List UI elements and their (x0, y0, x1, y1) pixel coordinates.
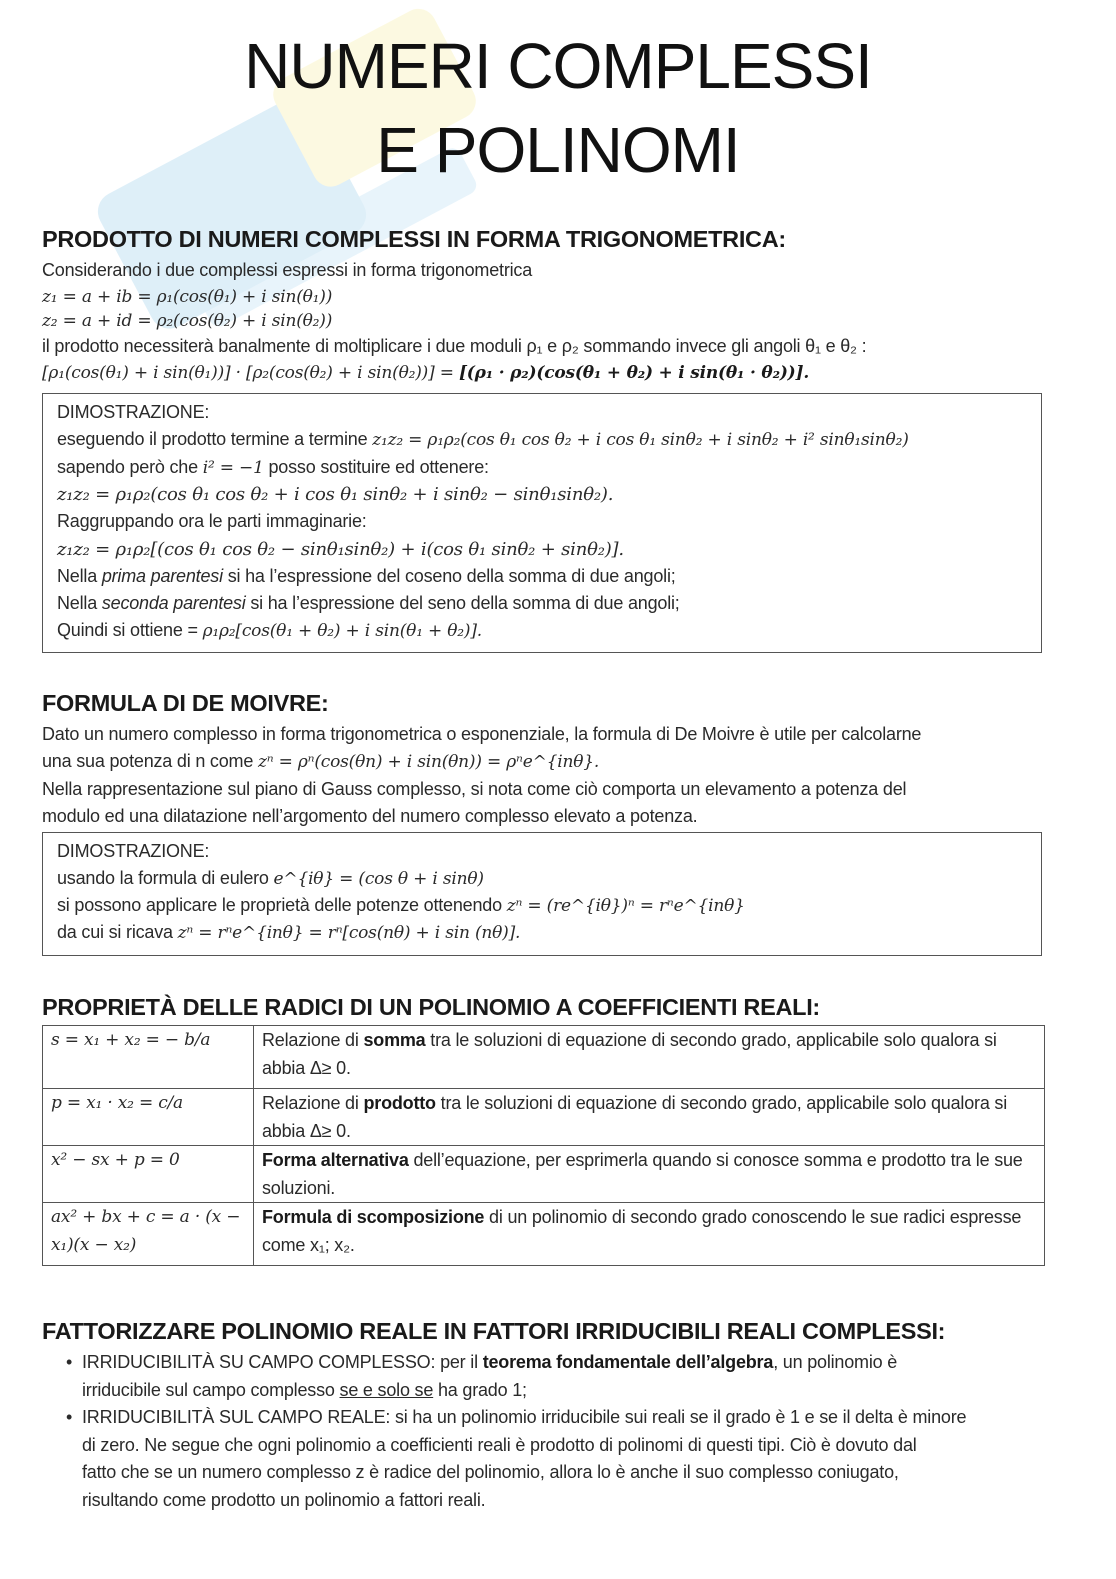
table-cell-description (254, 1203, 1045, 1266)
proof-label: DIMOSTRAZIONE: (57, 402, 210, 422)
list-text: fatto che se un numero complesso z è radice del polinomio, allora lo è anche il suo complesso coniugato, (82, 1462, 899, 1482)
proof-line: Raggruppando ora le parti immaginarie: (57, 511, 367, 531)
table-cell-formula: x² − sx + p = 0 (43, 1146, 254, 1203)
de-moivre-paragraph-line: Nella rappresentazione sul piano di Gauss complesso, si nota come ciò comporta un elevamento a potenza del (42, 779, 907, 799)
table-cell-description (254, 1146, 1045, 1203)
proof-emphasis: seconda parentesi (101, 593, 246, 613)
description-bold: somma (363, 1030, 426, 1050)
product-intro: Considerando i due complessi espressi in forma trigonometrica (42, 260, 533, 280)
description-text: Relazione di (262, 1030, 364, 1050)
proof-math-line: z₁z₂ = ρ₁ρ₂(cos θ₁ cos θ₂ + i cos θ₁ sinθ₂ + i sinθ₂ − sinθ₁sinθ₂). (57, 484, 614, 505)
proof-line (57, 895, 745, 916)
proof-text: si ha l’espressione del coseno della somma di due angoli; (222, 566, 676, 586)
proof-text: Quindi si ottiene = (57, 620, 203, 640)
table-row (43, 1146, 1045, 1203)
table-cell-description (254, 1089, 1045, 1146)
roots-properties-table (42, 1025, 1045, 1266)
product-formula (42, 359, 809, 387)
list-text: di zero. Ne segue che ogni polinomio a coefficienti reali è prodotto di polinomi di questi tipi. Ciò è dovuto dal (82, 1434, 917, 1455)
proof-text: posso sostituire ed ottenere: (263, 457, 489, 477)
de-moivre-paragraph-line: Dato un numero complesso in forma trigonometrica o esponenziale, la formula di De Moivre è utile per calcolarne (42, 724, 922, 744)
description-text: tra le soluzioni di equazione di secondo grado, applicabile solo qualora si abbia Δ≥ 0. (262, 1030, 997, 1078)
proof-text: sapendo però che (57, 457, 203, 477)
table-cell-formula: p = x₁ · x₂ = c/a (43, 1089, 254, 1146)
factorization-list (62, 1349, 1072, 1514)
table-cell-description (254, 1026, 1045, 1089)
proof-math: z₁z₂ = ρ₁ρ₂(cos θ₁ cos θ₂ + i cos θ₁ sinθ₂ + i sinθ₂ + i² sinθ₁sinθ₂) (372, 430, 909, 450)
proof-box-de-moivre (42, 832, 1042, 956)
proof-line (57, 566, 676, 587)
proof-math: ρ₁ρ₂[cos(θ₁ + θ₂) + i sin(θ₁ + θ₂)]. (202, 621, 482, 641)
list-item (62, 1349, 1072, 1404)
de-moivre-paragraph-line: modulo ed una dilatazione nell’argomento del numero complesso elevato a potenza. (42, 806, 698, 826)
proof-label: DIMOSTRAZIONE: (57, 841, 210, 861)
description-bold: Formula di scomposizione (262, 1207, 485, 1227)
list-text: IRRIDUCIBILITÀ SUL CAMPO REALE: si ha un polinomio irriducibile sui reali se il grado è 1 e se il delta è minore (82, 1407, 967, 1427)
description-text: dell’equazione, per esprimerla quando si conosce somma e prodotto tra le sue soluzioni. (262, 1150, 1023, 1198)
proof-line (57, 429, 909, 450)
product-formula-left: [ρ₁(cos(θ₁) + i sin(θ₁))] · [ρ₂(cos(θ₂) + i sin(θ₂))] = (42, 363, 459, 383)
proof-text: eseguendo il prodotto termine a termine (57, 429, 373, 449)
section-heading-factorization: FATTORIZZARE POLINOMIO REALE IN FATTORI IRRIDUCIBILI REALI COMPLESSI: (42, 1318, 946, 1344)
proof-line (57, 593, 680, 614)
proof-math: i² = −1 (202, 458, 264, 478)
proof-box-product (42, 393, 1042, 653)
proof-text: si possono applicare le proprietà delle potenze ottenendo (57, 895, 507, 915)
table-row (43, 1026, 1045, 1089)
proof-emphasis: prima parentesi (101, 566, 223, 586)
proof-text: da cui si ricava (57, 922, 178, 942)
list-bold: teorema fondamentale dell’algebra (482, 1352, 774, 1372)
bullet-icon: • (66, 1352, 73, 1372)
proof-text: si ha l’espressione del seno della somma di due angoli; (245, 593, 680, 613)
table-cell-formula: s = x₁ + x₂ = − b/a (43, 1026, 254, 1089)
description-bold: Forma alternativa (262, 1150, 409, 1170)
list-underline: se e solo se (339, 1379, 434, 1400)
list-text: risultando come prodotto un polinomio a fattori reali. (82, 1489, 486, 1510)
proof-math: zⁿ = (re^{iθ})ⁿ = rⁿe^{inθ} (506, 896, 745, 916)
description-bold: prodotto (363, 1093, 436, 1113)
table-row (43, 1203, 1045, 1266)
paragraph-text: una sua potenza di n come (42, 751, 258, 771)
proof-math-line: z₁z₂ = ρ₁ρ₂[(cos θ₁ cos θ₂ − sinθ₁sinθ₂) + i(cos θ₁ sinθ₂ + sinθ₂)]. (57, 539, 624, 560)
section-heading-de-moivre: FORMULA DI DE MOIVRE: (42, 690, 329, 716)
table-row (43, 1089, 1045, 1146)
list-text: IRRIDUCIBILITÀ SU CAMPO COMPLESSO: per il (82, 1352, 483, 1372)
section-heading-product: PRODOTTO DI NUMERI COMPLESSI IN FORMA TRIGONOMETRICA: (42, 226, 786, 252)
bullet-icon: • (66, 1407, 73, 1427)
description-text: Relazione di (262, 1093, 364, 1113)
proof-line (57, 922, 520, 943)
list-item (62, 1404, 1072, 1514)
proof-math: e^{iθ} = (cos θ + i sinθ) (273, 869, 484, 889)
list-text: ha grado 1; (433, 1379, 527, 1400)
page-title-line-2: E POLINOMI (376, 114, 740, 186)
proof-text: usando la formula di eulero (57, 868, 274, 888)
section-heading-roots-properties: PROPRIETÀ DELLE RADICI DI UN POLINOMIO A COEFFICIENTI REALI: (42, 994, 820, 1020)
de-moivre-paragraph-line (42, 748, 599, 776)
proof-line (57, 868, 484, 889)
description-text: di un polinomio di secondo grado conoscendo le sue radici espresse come x₁; x₂. (262, 1207, 1022, 1255)
product-explanation: il prodotto necessiterà banalmente di moltiplicare i due moduli ρ₁ e ρ₂ sommando invece gli angoli θ₁ e θ₂ : (42, 336, 867, 356)
proof-line (57, 457, 489, 478)
proof-text: Nella (57, 566, 102, 586)
product-formula-right: [(ρ₁ · ρ₂)(cos(θ₁ + θ₂) + i sin(θ₁ · θ₂))]. (458, 363, 810, 383)
z2-definition: z₂ = a + id = ρ₂(cos(θ₂) + i sin(θ₂)) (42, 311, 333, 331)
list-text: irriducibile sul campo complesso (82, 1379, 340, 1400)
list-text: , un polinomio è (773, 1352, 898, 1372)
proof-math: zⁿ = rⁿe^{inθ} = rⁿ[cos(nθ) + i sin (nθ)]. (177, 923, 521, 943)
proof-line (57, 620, 482, 641)
page-title-line-1: NUMERI COMPLESSI (244, 30, 872, 102)
paragraph-math: zⁿ = ρⁿ(cos(θn) + i sin(θn)) = ρⁿe^{inθ}. (257, 752, 600, 772)
description-text: tra le soluzioni di equazione di secondo grado, applicabile solo qualora si abbia Δ≥ 0. (262, 1093, 1008, 1141)
proof-text: Nella (57, 593, 102, 613)
z1-definition: z₁ = a + ib = ρ₁(cos(θ₁) + i sin(θ₁)) (42, 287, 333, 307)
table-cell-formula: ax² + bx + c = a · (x − x₁)(x − x₂) (43, 1203, 254, 1266)
